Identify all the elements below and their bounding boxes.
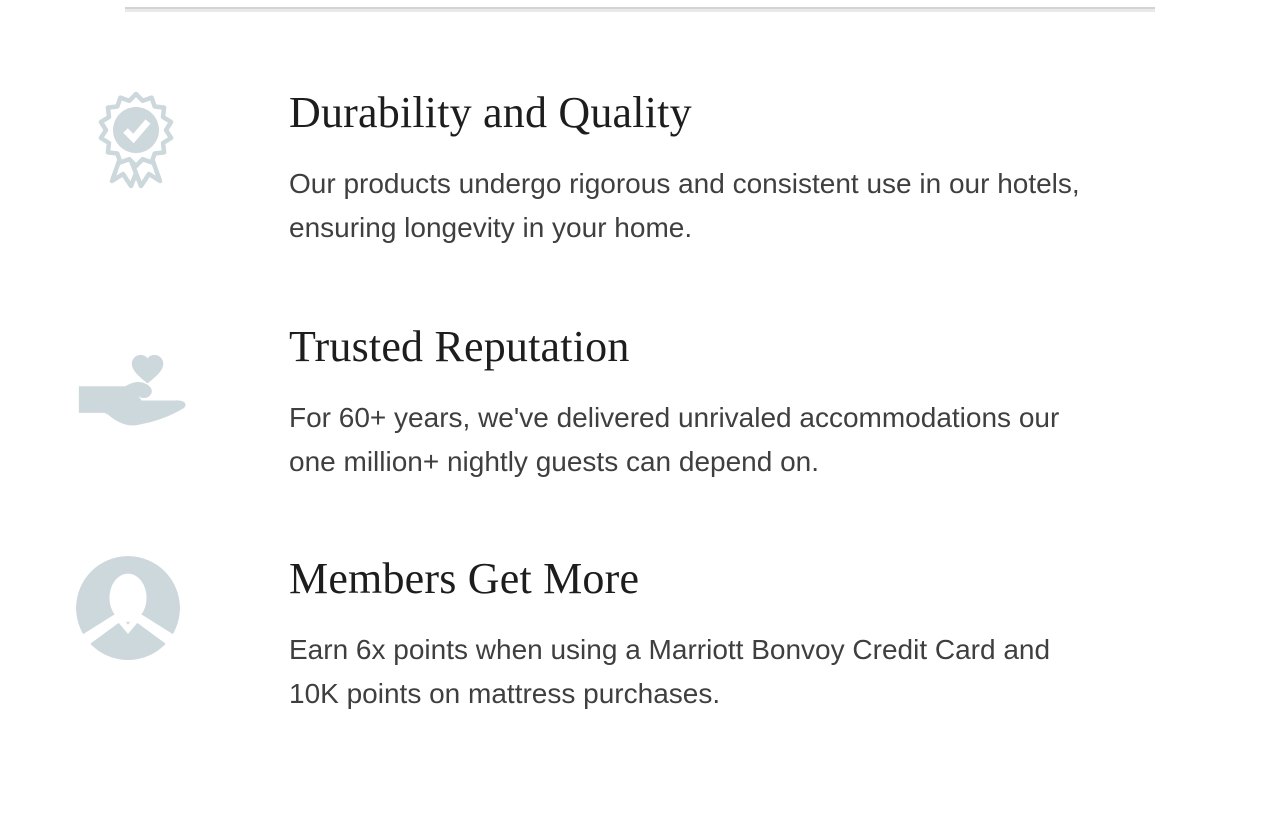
member-avatar-icon [76, 556, 180, 660]
feature-description-line: Earn 6x points when using a Marriott Bonvoy Credit Card and [289, 634, 1051, 665]
feature-text-column [289, 86, 1199, 250]
feature-durability [76, 86, 1280, 250]
feature-description-line: Our products undergo rigorous and consistent use in our hotels, [289, 168, 1080, 199]
feature-description-line: 10K points on mattress purchases. [289, 678, 721, 709]
feature-title: Durability and Quality [289, 88, 692, 137]
feature-description [289, 628, 1199, 716]
feature-description [289, 162, 1199, 250]
feature-description-line: one million+ nightly guests can depend on. [289, 446, 820, 477]
feature-description-line: For 60+ years, we've delivered unrivaled accommodations our [289, 402, 1060, 433]
feature-description [289, 396, 1199, 484]
feature-title: Members Get More [289, 554, 640, 603]
feature-icon-column [76, 320, 289, 436]
feature-reputation [76, 320, 1280, 484]
hand-holding-heart-icon [76, 345, 200, 436]
feature-title: Trusted Reputation [289, 322, 630, 371]
feature-icon-column [76, 86, 289, 200]
feature-text-column [289, 320, 1199, 484]
feature-icon-column [76, 552, 289, 660]
feature-text-column [289, 552, 1199, 716]
feature-members [76, 552, 1280, 716]
feature-description-line: ensuring longevity in your home. [289, 212, 693, 243]
award-ribbon-icon [86, 90, 186, 200]
top-divider [125, 7, 1155, 12]
